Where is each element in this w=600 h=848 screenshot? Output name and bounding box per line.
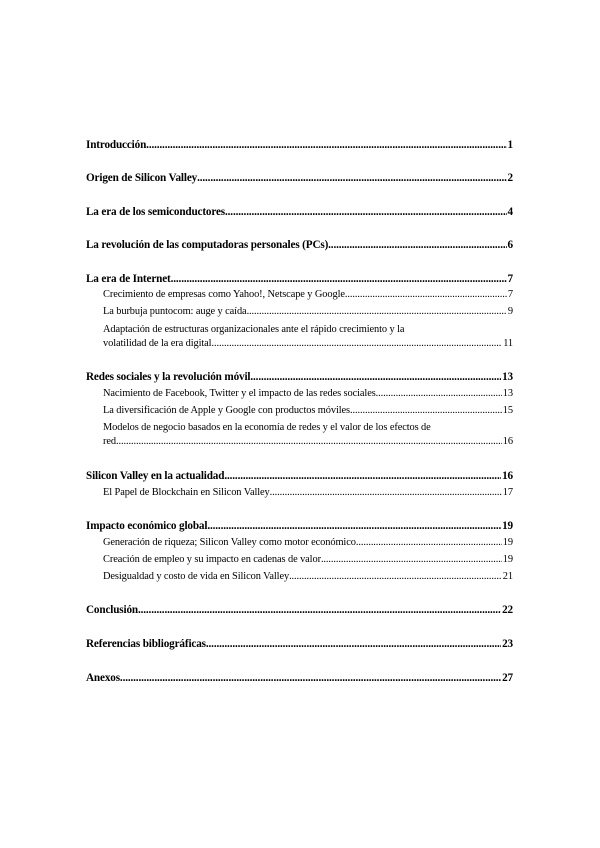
toc-entry-title: La era de los semiconductores [86, 206, 226, 218]
toc-entry-title-line1: Adaptación de estructuras organizacionales ante el rápido crecimiento y la [103, 324, 405, 335]
toc-entry-referencias[interactable] [86, 638, 513, 650]
toc-leader-dots [138, 604, 501, 616]
toc-entry-internet[interactable] [86, 273, 513, 285]
toc-leader-dots [376, 388, 502, 399]
toc-leader-dots [350, 405, 502, 416]
toc-subentry-adaptacion[interactable] [86, 323, 513, 351]
toc-leader-dots [120, 672, 501, 684]
toc-entry-page: 7 [507, 289, 513, 300]
toc-leader-dots [250, 371, 501, 383]
toc-entry-title: La revolución de las computadoras personales (PCs) [86, 239, 329, 251]
toc-entry-page: 16 [502, 470, 513, 482]
toc-entry-title: Generación de riqueza; Silicon Valley como motor económico [103, 537, 356, 548]
toc-leader-dots [146, 139, 506, 151]
toc-entry-title: Creación de empleo y su impacto en cadenas de valor [103, 554, 321, 565]
toc-leader-dots [207, 520, 501, 532]
toc-entry-title: La era de Internet [86, 273, 171, 285]
toc-entry-page: 13 [502, 371, 513, 383]
toc-entry-title-line1: Modelos de negocio basados en la economía de redes y el valor de los efectos de [103, 422, 431, 433]
toc-entry-title-line2: volatilidad de la era digital [103, 338, 212, 349]
toc-entry-page: 13 [502, 388, 513, 399]
toc-leader-dots [225, 206, 507, 218]
toc-entry-page: 19 [502, 537, 513, 548]
toc-subentry-desigualdad[interactable] [86, 571, 513, 582]
toc-entry-title: Referencias bibliográficas [86, 638, 206, 650]
toc-entry-title: Desigualdad y costo de vida en Silicon Valley [103, 571, 290, 582]
toc-entry-page: 7 [507, 273, 513, 285]
toc-entry-page: 2 [507, 172, 513, 184]
toc-entry-actualidad[interactable] [86, 470, 513, 482]
toc-entry-title: Impacto económico global [86, 520, 208, 532]
toc-entry-title: La burbuja puntocom: auge y caída [103, 306, 247, 317]
toc-subentry-riqueza[interactable] [86, 537, 513, 548]
toc-entry-page: 1 [507, 139, 513, 151]
toc-entry-title: Crecimiento de empresas como Yahoo!, Netscape y Google [103, 289, 345, 300]
toc-entry-anexos[interactable] [86, 672, 513, 684]
toc-entry-page: 23 [502, 638, 513, 650]
toc-entry-page: 21 [502, 571, 513, 582]
toc-leader-dots [211, 337, 502, 351]
toc-leader-dots [356, 537, 502, 548]
toc-leader-dots [171, 273, 507, 285]
toc-entry-title: Silicon Valley en la actualidad [86, 470, 225, 482]
toc-entry-title: Anexos [86, 672, 120, 684]
toc-entry-page: 15 [502, 405, 513, 416]
toc-entry-page: 9 [507, 306, 513, 317]
toc-entry-title: Origen de Silicon Valley [86, 172, 198, 184]
toc-entry-redes-sociales[interactable] [86, 371, 513, 383]
toc-entry-origen[interactable] [86, 172, 513, 184]
toc-entry-title-line2: red [103, 436, 116, 447]
toc-entry-page: 19 [502, 520, 513, 532]
toc-leader-dots [206, 638, 501, 650]
toc-subentry-blockchain[interactable] [86, 487, 513, 498]
toc-entry-page: 6 [507, 239, 513, 251]
toc-subentry-burbuja[interactable] [86, 306, 513, 317]
toc-leader-dots [328, 239, 506, 251]
toc-entry-title: Nacimiento de Facebook, Twitter y el impacto de las redes sociales [103, 388, 376, 399]
toc-entry-title: Conclusión [86, 604, 138, 616]
toc-entry-page: 4 [507, 206, 513, 218]
toc-entry-title: El Papel de Blockchain en Silicon Valley [103, 487, 270, 498]
toc-leader-dots [116, 435, 502, 449]
toc-entry-impacto-economico[interactable] [86, 520, 513, 532]
toc-entry-page: 19 [502, 554, 513, 565]
toc-entry-introduccion[interactable] [86, 139, 513, 151]
toc-leader-dots [270, 487, 502, 498]
toc-entry-semiconductores[interactable] [86, 206, 513, 218]
toc-entry-page: 11 [503, 338, 513, 349]
toc-subentry-crecimiento[interactable] [86, 289, 513, 300]
toc-leader-dots [224, 470, 501, 482]
toc-entry-page: 16 [502, 436, 513, 447]
toc-subentry-modelos-negocio[interactable] [86, 421, 513, 449]
toc-leader-dots [247, 306, 507, 317]
toc-entry-title: Introducción [86, 139, 147, 151]
toc-leader-dots [345, 289, 507, 300]
toc-entry-page: 27 [502, 672, 513, 684]
toc-entry-title: La diversificación de Apple y Google con productos móviles [103, 405, 350, 416]
toc-subentry-apple-google[interactable] [86, 405, 513, 416]
toc-subentry-facebook[interactable] [86, 388, 513, 399]
toc-entry-title: Redes sociales y la revolución móvil [86, 371, 251, 383]
toc-subentry-empleo[interactable] [86, 554, 513, 565]
toc-entry-pcs[interactable] [86, 239, 513, 251]
toc-entry-page: 17 [502, 487, 513, 498]
toc-leader-dots [197, 172, 506, 184]
toc-leader-dots [289, 571, 502, 582]
toc-leader-dots [321, 554, 502, 565]
toc-entry-page: 22 [502, 604, 513, 616]
toc-entry-conclusion[interactable] [86, 604, 513, 616]
